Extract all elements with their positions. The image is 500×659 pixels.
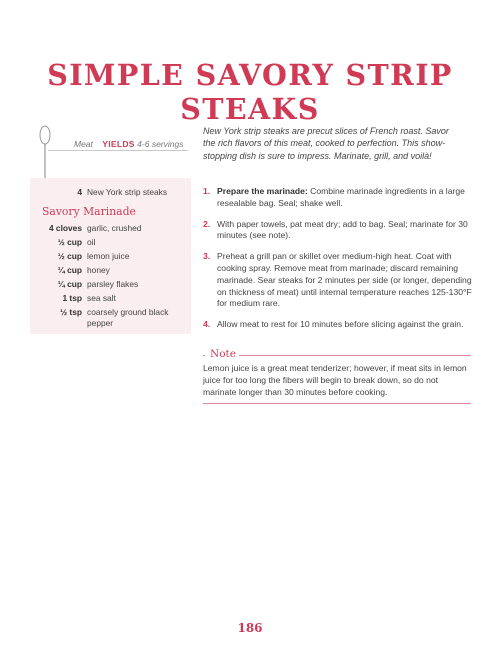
step-number: 2. [203, 218, 211, 229]
step-text: Combine marinade ingredients in a large resealable bag. Seal; shake well. [217, 186, 465, 208]
page-number: 186 [237, 621, 263, 635]
ingredient-qty: ¼ cup [57, 265, 82, 275]
step-lead: Prepare the marinade: [217, 186, 308, 196]
step-text: With paper towels, pat meat dry; add to bag. Seal; marinate for 30 minutes (see note). [217, 218, 468, 241]
ingredient-name: parsley flakes [87, 279, 139, 289]
yields-label: YIELDS [102, 139, 135, 149]
note-text: Lemon juice is a great meat tenderizer; however, if meat sits in lemon juice for too long the fibers will begin to break down, so do not marinate longer than 30 minutes before cooking. [203, 363, 467, 397]
yields-value: 4-6 servings [137, 139, 184, 149]
directions-list [203, 186, 473, 340]
ingredient-name: honey [87, 265, 110, 275]
recipe-intro: New York strip steaks are precut slices of French roast. Savor the rich flavors of this meat, cooked to perfection. This show-stopping dish is sure to impress. Marinate, grill, and voilà! [203, 126, 449, 161]
note-top-rule [203, 355, 471, 356]
ingredient-qty: 4 cloves [48, 223, 82, 233]
direction-step [203, 319, 473, 331]
ingredient-name: New York strip steaks [87, 187, 168, 197]
ingredient-qty: ½ cup [57, 251, 82, 261]
ingredient-name: oil [87, 237, 96, 247]
step-text: Allow meat to rest for 10 minutes before slicing against the grain. [217, 319, 464, 330]
direction-step [203, 186, 473, 210]
direction-step [203, 219, 473, 243]
ingredient-name: sea salt [87, 293, 116, 303]
ingredient-qty: ½ cup [57, 237, 82, 247]
ingredient-name: lemon juice [87, 251, 130, 261]
note-bottom-rule [203, 403, 471, 404]
ingredient-name: coarsely ground black pepper [87, 307, 169, 328]
step-number: 1. [203, 186, 211, 196]
direction-step [203, 251, 473, 310]
recipe-meta [74, 139, 183, 149]
marinade-heading: Savory Marinade [42, 205, 136, 218]
category-label: Meat [74, 139, 93, 149]
step-text: Preheat a grill pan or skillet over medium-high heat. Coat with cooking spray. Remove meat from marinade; discard remaining marinade. Sear steaks for 2 minutes per side (or longer, depending on thickness of meat) until internal temperature reaches 125-130°F for medium rare. [217, 251, 472, 309]
ingredient-qty: ½ tsp [60, 307, 82, 317]
note-heading: Note [205, 348, 239, 360]
ingredient-name: garlic, crushed [87, 223, 142, 233]
recipe-title: SIMPLE SAVORY STRIP STEAKS [47, 58, 453, 126]
step-number: 3. [203, 251, 211, 262]
ingredients-panel [30, 178, 191, 334]
ingredient-qty: ¼ cup [57, 279, 82, 289]
ingredient-qty: 4 [77, 187, 82, 197]
ingredient-qty: 1 tsp [62, 293, 82, 303]
spoon-icon [34, 124, 56, 180]
meta-divider [48, 150, 188, 151]
step-number: 4. [203, 319, 211, 330]
